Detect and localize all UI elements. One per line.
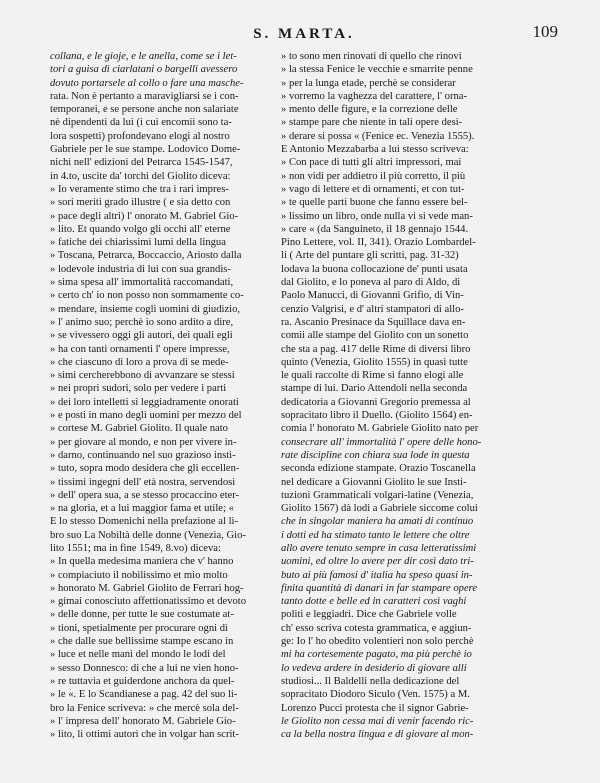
text-line: » sima spesa all' immortalità raccomandati, [50, 277, 234, 289]
page-number: 109 [532, 22, 558, 41]
text-line: » ha con tanti ornamenti l' opere impresse, [50, 343, 230, 355]
text-line: bro la Fenice scriveva: » che mercè sola del- [50, 702, 239, 714]
text-line: » le «. E lo Scandianese a pag. 42 del suo li- [50, 689, 238, 701]
text-line: » mento delle figure, e la correzione delle [281, 104, 458, 116]
text-line: » luce et nelle mani del mondo le lodi del [50, 649, 226, 661]
text-line: consecrare all' immortalità l' opere delle hono- [281, 436, 482, 448]
text-line: sopracitato Diodoro Siculo (Ven. 1575) a M. [281, 689, 470, 701]
text-line: » certo ch' io non posso non sommamente co- [50, 290, 244, 302]
text-line: i dotti ed ha stimato tanto le lettere che oltre [281, 529, 470, 541]
text-line: » na gloria, et a lui maggior fama et utile; « [50, 503, 234, 515]
text-line: uomini, ed oltre lo avere per dir così dato tri- [281, 556, 474, 568]
text-line: » l' impresa dell' honorato M. Gabriele Gio- [50, 715, 236, 727]
text-line: collana, e le gioje, e le anella, come se i let- [50, 51, 237, 62]
text-line: » nei propri sudori, solo per vedere i parti [50, 383, 227, 395]
text-line: le quali raccolte di Rime si fanno elogi alle [281, 370, 464, 382]
text-line: comia l' honorato M. Gabriele Giolito nato per [281, 423, 479, 435]
text-line: rata. Non è pertanto a maravigliarsi se i con- [50, 90, 239, 102]
text-line: » tioni, spetialmente per procurare ogni dì [50, 622, 228, 634]
text-line: » tissimi ingegni dell' età nostra, servendosi [50, 476, 236, 488]
text-line: lito 1551; ma in fine 1549, 8.vo) diceva: [50, 542, 221, 554]
text-line: seconda edizione stampate. Orazio Toscanella [281, 463, 476, 475]
text-line: studiosi... Il Baldelli nella dedicazione del [281, 675, 460, 687]
text-line: » l' animo suo; perchè io sono ardito a dire, [50, 316, 234, 328]
text-line: » cortese M. Gabriel Giolito. Il quale nato [50, 423, 228, 435]
text-line: le Giolito non cessa mai di venir facendo ric- [281, 715, 474, 727]
text-line: » te quelle parti buone che fanno essere bel- [281, 197, 468, 209]
text-line: cenzio Valgrisi, e d' altri stampatori di allo- [281, 303, 464, 315]
text-line: comii alle stampe del Giolito con un sonetto [281, 330, 469, 342]
text-line: » lodevole industria di lui con sua grandis- [50, 263, 231, 275]
text-line: » non vidi per addietro il più corretto, il più [281, 170, 466, 182]
text-line: che in singolar maniera ha amati di continuo [281, 516, 474, 528]
text-line: » to sono men rinovati di quello che rinovi [281, 51, 462, 62]
text-line: » la stessa Fenice le vecchie e smarrite penne [281, 64, 473, 76]
text-line: ch' esso scriva cotesta grammatica, e aggiun- [281, 622, 472, 634]
text-line: » compiaciuto il nobilissimo et mio molto [50, 569, 228, 581]
text-line: Paolo Manucci, di Giovanni Grifio, di Vin- [281, 290, 464, 302]
text-line: quinto (Venezia, Giolito 1555) in quasi tutte [281, 356, 468, 368]
text-line: » In quella medesima maniera che v' hanno [50, 556, 234, 568]
text-line: » Con pace di tutti gli altri impressori, mai [281, 157, 462, 169]
text-line: » gimai conosciuto affettionatissimo et devoto [50, 596, 247, 608]
text-line: » dell' opera sua, a se stesso procaccino eter- [50, 489, 240, 501]
text-line: Lorenzo Pucci protesta che il signor Gabrie- [281, 702, 469, 714]
text-line: » lito. Et quando volgo gli occhi all' eterne [50, 223, 231, 235]
text-line: » care « (da Sanguineto, il 18 gennajo 1544. [281, 223, 469, 235]
text-line: ca la bella nostra lingua e di giovare al mon- [281, 729, 474, 741]
text-line: » Toscana, Petrarca, Boccaccio, Ariosto dalla [50, 250, 242, 262]
text-line: » se vivessero oggi gli autori, dei quali egli [50, 330, 233, 342]
text-line: E Antonio Mezzabarba a lui stesso scriveva: [281, 144, 469, 156]
text-line: lodava la buona collocazione de' punti usata [281, 263, 468, 275]
text-line: in 4.to, uscite da' torchi del Giolito diceva: [50, 170, 231, 182]
text-line: » mendare, insieme cogli uomini di giudizio, [50, 303, 241, 315]
text-line: finita quantità di danari in far stampare opere [281, 582, 478, 594]
text-line: tanto dotte e belle ed in caratteri così vaghi [281, 596, 467, 608]
text-line: » lito, li ottimi autori che in volgar han scrit- [50, 729, 239, 741]
text-line: E lo stesso Domenichi nella prefazione al li- [50, 516, 238, 528]
text-line: » delle donne, per tutte le sue costumate at- [50, 609, 234, 621]
text-line: lora sospetti) profondevano elogi al nostro [50, 130, 230, 142]
text-line: » honorato M. Gabriel Giolito de Ferrari hog- [50, 582, 244, 594]
text-line: » e posti in mano degli uomini per mezzo del [50, 410, 242, 422]
right-text-column [281, 50, 549, 741]
text-line: politi e leggiadri. Dice che Gabriele volle [281, 609, 457, 621]
text-line: ra. Ascanio Presinace da Squillace dava en- [281, 316, 466, 328]
text-line: nichi nell' edizioni del Petrarca 1545-1547, [50, 157, 233, 169]
text-line: mi ha cortesemente pagato, ma più perchè io [281, 649, 472, 661]
text-line: Giolito 1567) dà lodi a Gabriele siccome colui [281, 503, 478, 515]
text-line: » che dalle sue bellissime stampe escano in [50, 636, 234, 648]
text-line: stampe di lui. Dario Attendoli nella seconda [281, 383, 468, 395]
text-line: » vago di lettere et di ornamenti, et con tut- [281, 183, 465, 195]
text-line: » vorremo la vaghezza del carattere, l' orna- [281, 90, 468, 102]
text-line: dal Giolito, e lo poneva al paro di Aldo, di [281, 277, 461, 289]
text-line: » simi cercherebbono di avvanzare se stessi [50, 370, 235, 382]
running-title: S. MARTA. [253, 26, 355, 42]
text-line: sopracitato libro il Duello. (Giolito 1564) en- [281, 410, 473, 422]
text-line: » darno, continuando nel suo grazioso insti- [50, 449, 236, 461]
text-line: » sesso Donnesco: di che a lui ne vien hono- [50, 662, 239, 674]
text-line: tuzioni Grammaticali volgari-latine (Venezia, [281, 489, 474, 501]
left-text-column [50, 50, 280, 741]
text-line: Pino Lettere, vol. II, 341). Orazio Lombardel- [281, 237, 476, 249]
text-line: » per giovare al mondo, e non per vivere in- [50, 436, 237, 448]
text-line: lo vedeva ardere in desiderio di giovare alli [281, 662, 467, 674]
text-line: allo avere tenuto sempre in casa letteratissimi [281, 542, 477, 554]
text-line: tori a guisa di ciarlatani o bargelli avessero [50, 64, 238, 76]
text-line: li ( Arte del puntare gli scritti, pag. 31-32) [281, 250, 459, 262]
text-line: » sori meriti grado illustre ( e sia detto con [50, 197, 231, 209]
text-line: che sta a pag. 417 delle Rime di diversi libro [281, 343, 471, 355]
text-line: temporanei, e se persone anche non salariate [50, 104, 239, 116]
text-line: » che ciascuno di loro a prova di se mede- [50, 356, 229, 368]
text-line: buto ai più famosi d' italia ha speso quasi in- [281, 569, 473, 581]
text-line: dedicatoria a Giovanni Gregorio premessa al [281, 396, 471, 408]
page-header [50, 22, 558, 48]
text-line: nel dedicare a Giovanni Giolito le sue Insti- [281, 476, 467, 488]
text-line: » re tuttavia et guiderdone anchora da quel- [50, 675, 235, 687]
text-line: » pace degli altri) l' onorato M. Gabriel Gio- [50, 210, 239, 222]
text-line: Gabriele per le sue stampe. Lodovico Dome- [50, 144, 241, 156]
text-line: » lissimo un libro, onde nulla vi si vede man- [281, 210, 473, 222]
text-line: » stampe pare che niente in tali opere desi- [281, 117, 463, 129]
text-line: bro suo La Nobiltà delle donne (Venezia, Gio- [50, 529, 246, 541]
text-line: » dei loro intelletti sì leggiadramente onorati [50, 396, 239, 408]
text-line: » Io veramente stimo che tra i rari impres- [50, 183, 229, 195]
text-line: » derare si possa « (Fenice ec. Venezia 1555). [281, 130, 475, 142]
text-line: » fatiche dei chiarissimi lumi della lingua [50, 237, 226, 249]
text-line: dovuto portarsele al collo o fare una masche- [50, 77, 244, 89]
text-line: » per la lunga etade, perchè se considerar [281, 77, 456, 89]
text-line: nè dipendenti da lui (i cui encomii sono ta- [50, 117, 232, 129]
text-line: ge: Io l' ho obedito volentieri non solo perchè [281, 636, 474, 648]
text-line: » tuto, sopra modo desidera che gli eccellen- [50, 463, 240, 475]
text-line: rate discipline con chiara sua lode in questa [281, 449, 470, 461]
